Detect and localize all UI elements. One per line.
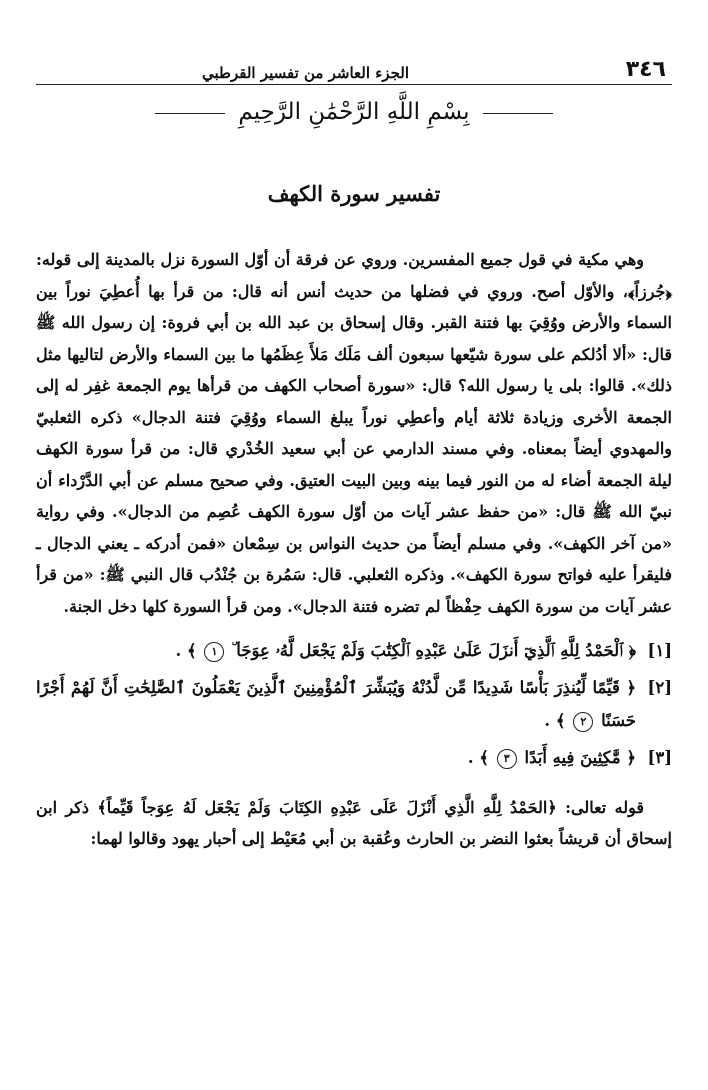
intro-paragraph: وهي مكية في قول جميع المفسرين. وروي عن فرقة أن أوّل السورة نزل بالمدينة إلى قوله: ﴿جُرزاً﴾، والأوّل أصح. وروي في فضلها من حديث أنس أنه قال: من قرأ بها أُعطِيَ نوراً بين السماء والأرض ووُقِيَ بها فتنة القبر. وقال إسحاق بن عبد الله بن أبي فروة: إن رسول الله ﷺ قال: «ألا أدُلكم على سورة شيّعها سبعون ألف مَلَك مَلأَ عِظَمُها ما بين السماء والأرض لتاليها مثل ذلك». قالوا: بلى يا رسول الله؟ قال: «سورة أصحاب الكهف من قرأها يوم الجمعة غفِر له إلى الجمعة الأخرى وزيادة ثلاثة أيام وأعطِي نوراً يبلغ السماء ووُقِيَ فتنة الدجال» ذكره الثعلبيّ والمهدوي أيضاً بمعناه. وفي مسند الدارمي عن أبي سعيد الخُدْري قال: من قرأ سورة الكهف ليلة الجمعة أضاء له من النور فيما بينه وبين البيت العتيق. وفي صحيح مسلم عن أبي الدَّرْداء أن نبيّ الله ﷺ قال: «من حفظ عشر آيات من أوّل سورة الكهف عُصِم من الدجال». وفي رواية «من آخر الكهف». وفي مسلم أيضاً من حديث النواس بن سِمْعان «فمن أدركه ـ يعني الدجال ـ فليقرأ عليه فواتح سورة الكهف». وذكره الثعلبي. قال: سَمُرة بن جُنْدُب قال النبي ﷺ: «من قرأ عشر آيات من سورة الكهف حِفْظاً لم تضره فتنة الدجال». ومن قرأ السورة كلها دخل الجنة. bbox=[36, 250, 672, 616]
basmala-ornament-right bbox=[483, 113, 553, 114]
verse-item bbox=[36, 671, 672, 737]
basmala-text: بِسْمِ اللَّهِ الرَّحْمَٰنِ الرَّحِيمِ bbox=[238, 99, 470, 125]
intro-section bbox=[36, 244, 672, 622]
page-number: ٣٤٦ bbox=[625, 57, 666, 82]
verse-text bbox=[36, 741, 636, 774]
verses-list bbox=[36, 634, 672, 774]
running-head: الجزء العاشر من تفسير القرطبي bbox=[202, 64, 409, 82]
chapter-title: تفسير سورة الكهف bbox=[267, 181, 441, 206]
verse-number: [٣] bbox=[647, 748, 672, 767]
verse-body: ﴿ ٱلْحَمْدُ لِلَّهِ ٱلَّذِيٓ أَنزَلَ عَلَىٰ عَبْدِهِ ٱلْكِتَٰبَ وَلَمْ يَجْعَل لَّهُۥ عِوَجَا ۜ bbox=[232, 641, 636, 660]
commentary-section bbox=[36, 792, 672, 854]
verse-body: ﴿ مَّٰكِثِينَ فِيهِ أَبَدًا bbox=[524, 748, 636, 767]
basmala-banner bbox=[36, 95, 672, 129]
commentary-paragraph: قوله تعالى: ﴿الحَمْدُ لِلَّهِ الَّذِي أَنْزَلَ عَلَى عَبْدِهِ الكِتَابَ وَلَمْ يَجْعَل لَهُ عِوَجاً قَيِّماً﴾ ذكر ابن إسحاق أن قريشاً بعثوا النضر بن الحارث وعُقبة بن أبي مُعَيْط إلى أحبار يهود وقالوا لهما: bbox=[36, 798, 672, 848]
ayah-number-mark: ١ bbox=[204, 642, 224, 662]
verse-text bbox=[36, 671, 636, 737]
verse-number: [٢] bbox=[647, 678, 672, 697]
verse-close: ﴾ . bbox=[544, 711, 566, 730]
verse-text bbox=[36, 634, 636, 667]
verse-body: ﴿ قَيِّمًا لِّيُنذِرَ بَأْسًا شَدِيدًا مِّن لَّدُنْهُ وَيُبَشِّرَ ٱلْمُؤْمِنِينَ ٱلَّذِينَ يَعْمَلُونَ ٱلصَّٰلِحَٰتِ أَنَّ لَهُمْ أَجْرًا حَسَنًا bbox=[36, 678, 636, 730]
ayah-number-mark: ٣ bbox=[497, 749, 517, 769]
verse-close: ﴾ . bbox=[175, 641, 197, 660]
basmala-ornament-left bbox=[155, 113, 225, 114]
page-header bbox=[36, 54, 672, 85]
verse-number: [١] bbox=[647, 641, 672, 660]
ayah-number-mark: ٢ bbox=[573, 712, 593, 732]
book-page bbox=[36, 54, 672, 854]
verse-item bbox=[36, 741, 672, 774]
verse-item bbox=[36, 634, 672, 667]
verse-close: ﴾ . bbox=[467, 748, 489, 767]
